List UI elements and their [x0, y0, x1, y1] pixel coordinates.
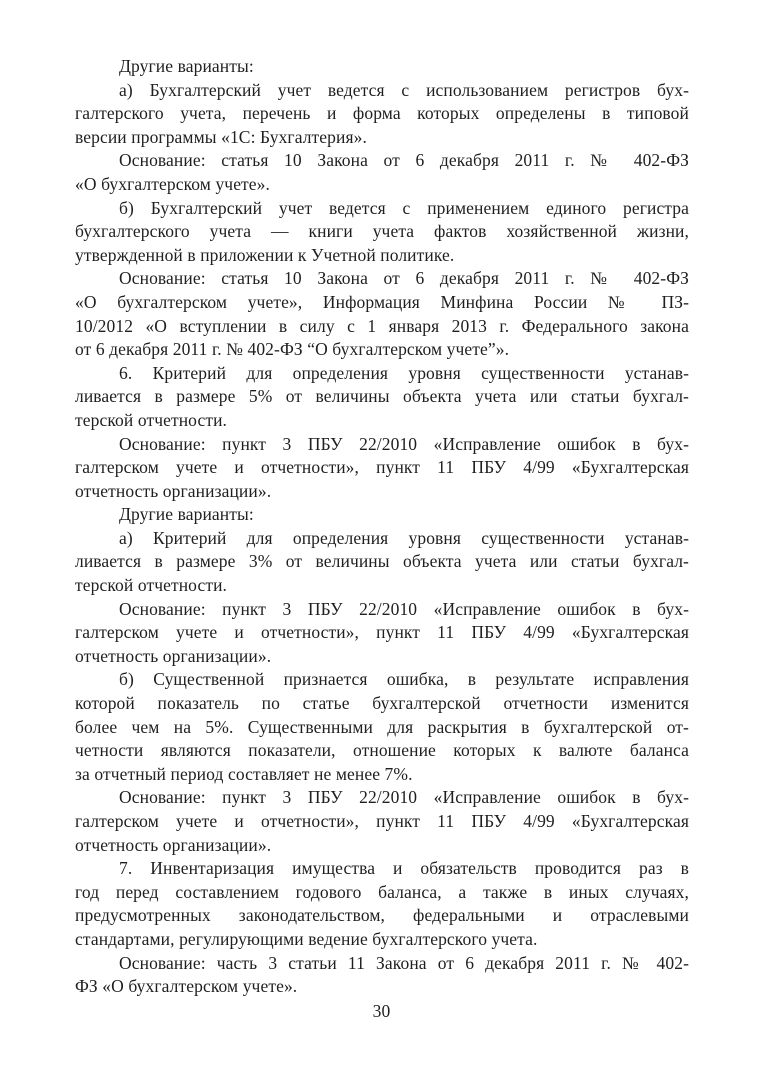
- text-line: бухгалтерского учета — книги учета фактов хозяйственной жизни,: [75, 221, 689, 242]
- text-line: отчетность организации».: [75, 480, 272, 501]
- text-line: а) Критерий для определения уровня существенности устанав-: [119, 527, 689, 548]
- text-line: Основание: пункт 3 ПБУ 22/2010 «Исправление ошибок в бух-: [119, 598, 689, 619]
- text-line: Другие варианты:: [119, 504, 254, 525]
- text-line: б) Существенной признается ошибка, в результате исправления: [119, 669, 689, 690]
- text-line: Основание: пункт 3 ПБУ 22/2010 «Исправление ошибок в бух-: [119, 433, 689, 454]
- text-line: Основание: статья 10 Закона от 6 декабря 2011 г. № 402-ФЗ: [119, 268, 689, 289]
- page-number: 30: [372, 1001, 391, 1021]
- text-line: ливается в размере 5% от величины объекта учета или статьи бухгал-: [75, 386, 689, 407]
- text-line: 7. Инвентаризация имущества и обязательств проводится раз в: [119, 858, 689, 879]
- text-line: стандартами, регулирующими ведение бухгалтерского учета.: [75, 928, 538, 949]
- text-line: Основание: пункт 3 ПБУ 22/2010 «Исправление ошибок в бух-: [119, 787, 689, 808]
- text-line: более чем на 5%. Существенными для раскрытия в бухгалтерской от-: [75, 716, 689, 737]
- text-line: предусмотренных законодательством, федеральными и отраслевыми: [75, 905, 689, 926]
- text-line: галтерском учете и отчетности», пункт 11 ПБУ 4/99 «Бухгалтерская: [75, 622, 689, 643]
- text-line: а) Бухгалтерский учет ведется с использованием регистров бух-: [119, 79, 689, 100]
- text-line: от 6 декабря 2011 г. № 402-ФЗ “О бухгалтерском учете”».: [75, 339, 510, 360]
- text-line: терской отчетности.: [75, 575, 228, 596]
- text-line: галтерского учета, перечень и форма которых определены в типовой: [75, 103, 689, 124]
- text-line: «О бухгалтерском учете», Информация Минфина России № ПЗ-: [75, 291, 689, 312]
- text-line: утвержденной в приложении к Учетной политике.: [75, 244, 455, 265]
- text-line: год перед составлением годового баланса, а также в иных случаях,: [75, 881, 689, 902]
- text-line: 10/2012 «О вступлении в силу с 1 января 2013 г. Федерального закона: [75, 315, 689, 336]
- body-text: [75, 55, 689, 999]
- text-line: которой показатель по статье бухгалтерской отчетности изменится: [75, 693, 689, 714]
- text-line: б) Бухгалтерский учет ведется с применением единого регистра: [119, 197, 689, 218]
- text-line: Основание: статья 10 Закона от 6 декабря 2011 г. № 402-ФЗ: [119, 150, 689, 171]
- text-line: отчетность организации».: [75, 645, 272, 666]
- text-line: отчетность организации».: [75, 834, 272, 855]
- text-line: за отчетный период составляет не менее 7%.: [75, 763, 413, 784]
- text-line: четности являются показатели, отношение которых к валюте баланса: [75, 740, 689, 761]
- text-line: 6. Критерий для определения уровня существенности устанав-: [119, 362, 689, 383]
- text-line: галтерском учете и отчетности», пункт 11 ПБУ 4/99 «Бухгалтерская: [75, 811, 689, 831]
- text-line: ливается в размере 3% от величины объекта учета или статьи бухгал-: [75, 551, 689, 572]
- text-line: «О бухгалтерском учете».: [75, 173, 271, 194]
- text-line: ФЗ «О бухгалтерском учете».: [75, 976, 298, 997]
- text-line: галтерском учете и отчетности», пункт 11 ПБУ 4/99 «Бухгалтерская: [75, 457, 689, 478]
- text-line: версии программы «1С: Бухгалтерия».: [75, 126, 367, 147]
- text-line: Основание: часть 3 статьи 11 Закона от 6 декабря 2011 г. № 402-: [119, 952, 689, 973]
- text-line: Другие варианты:: [119, 56, 254, 76]
- text-line: терской отчетности.: [75, 409, 228, 430]
